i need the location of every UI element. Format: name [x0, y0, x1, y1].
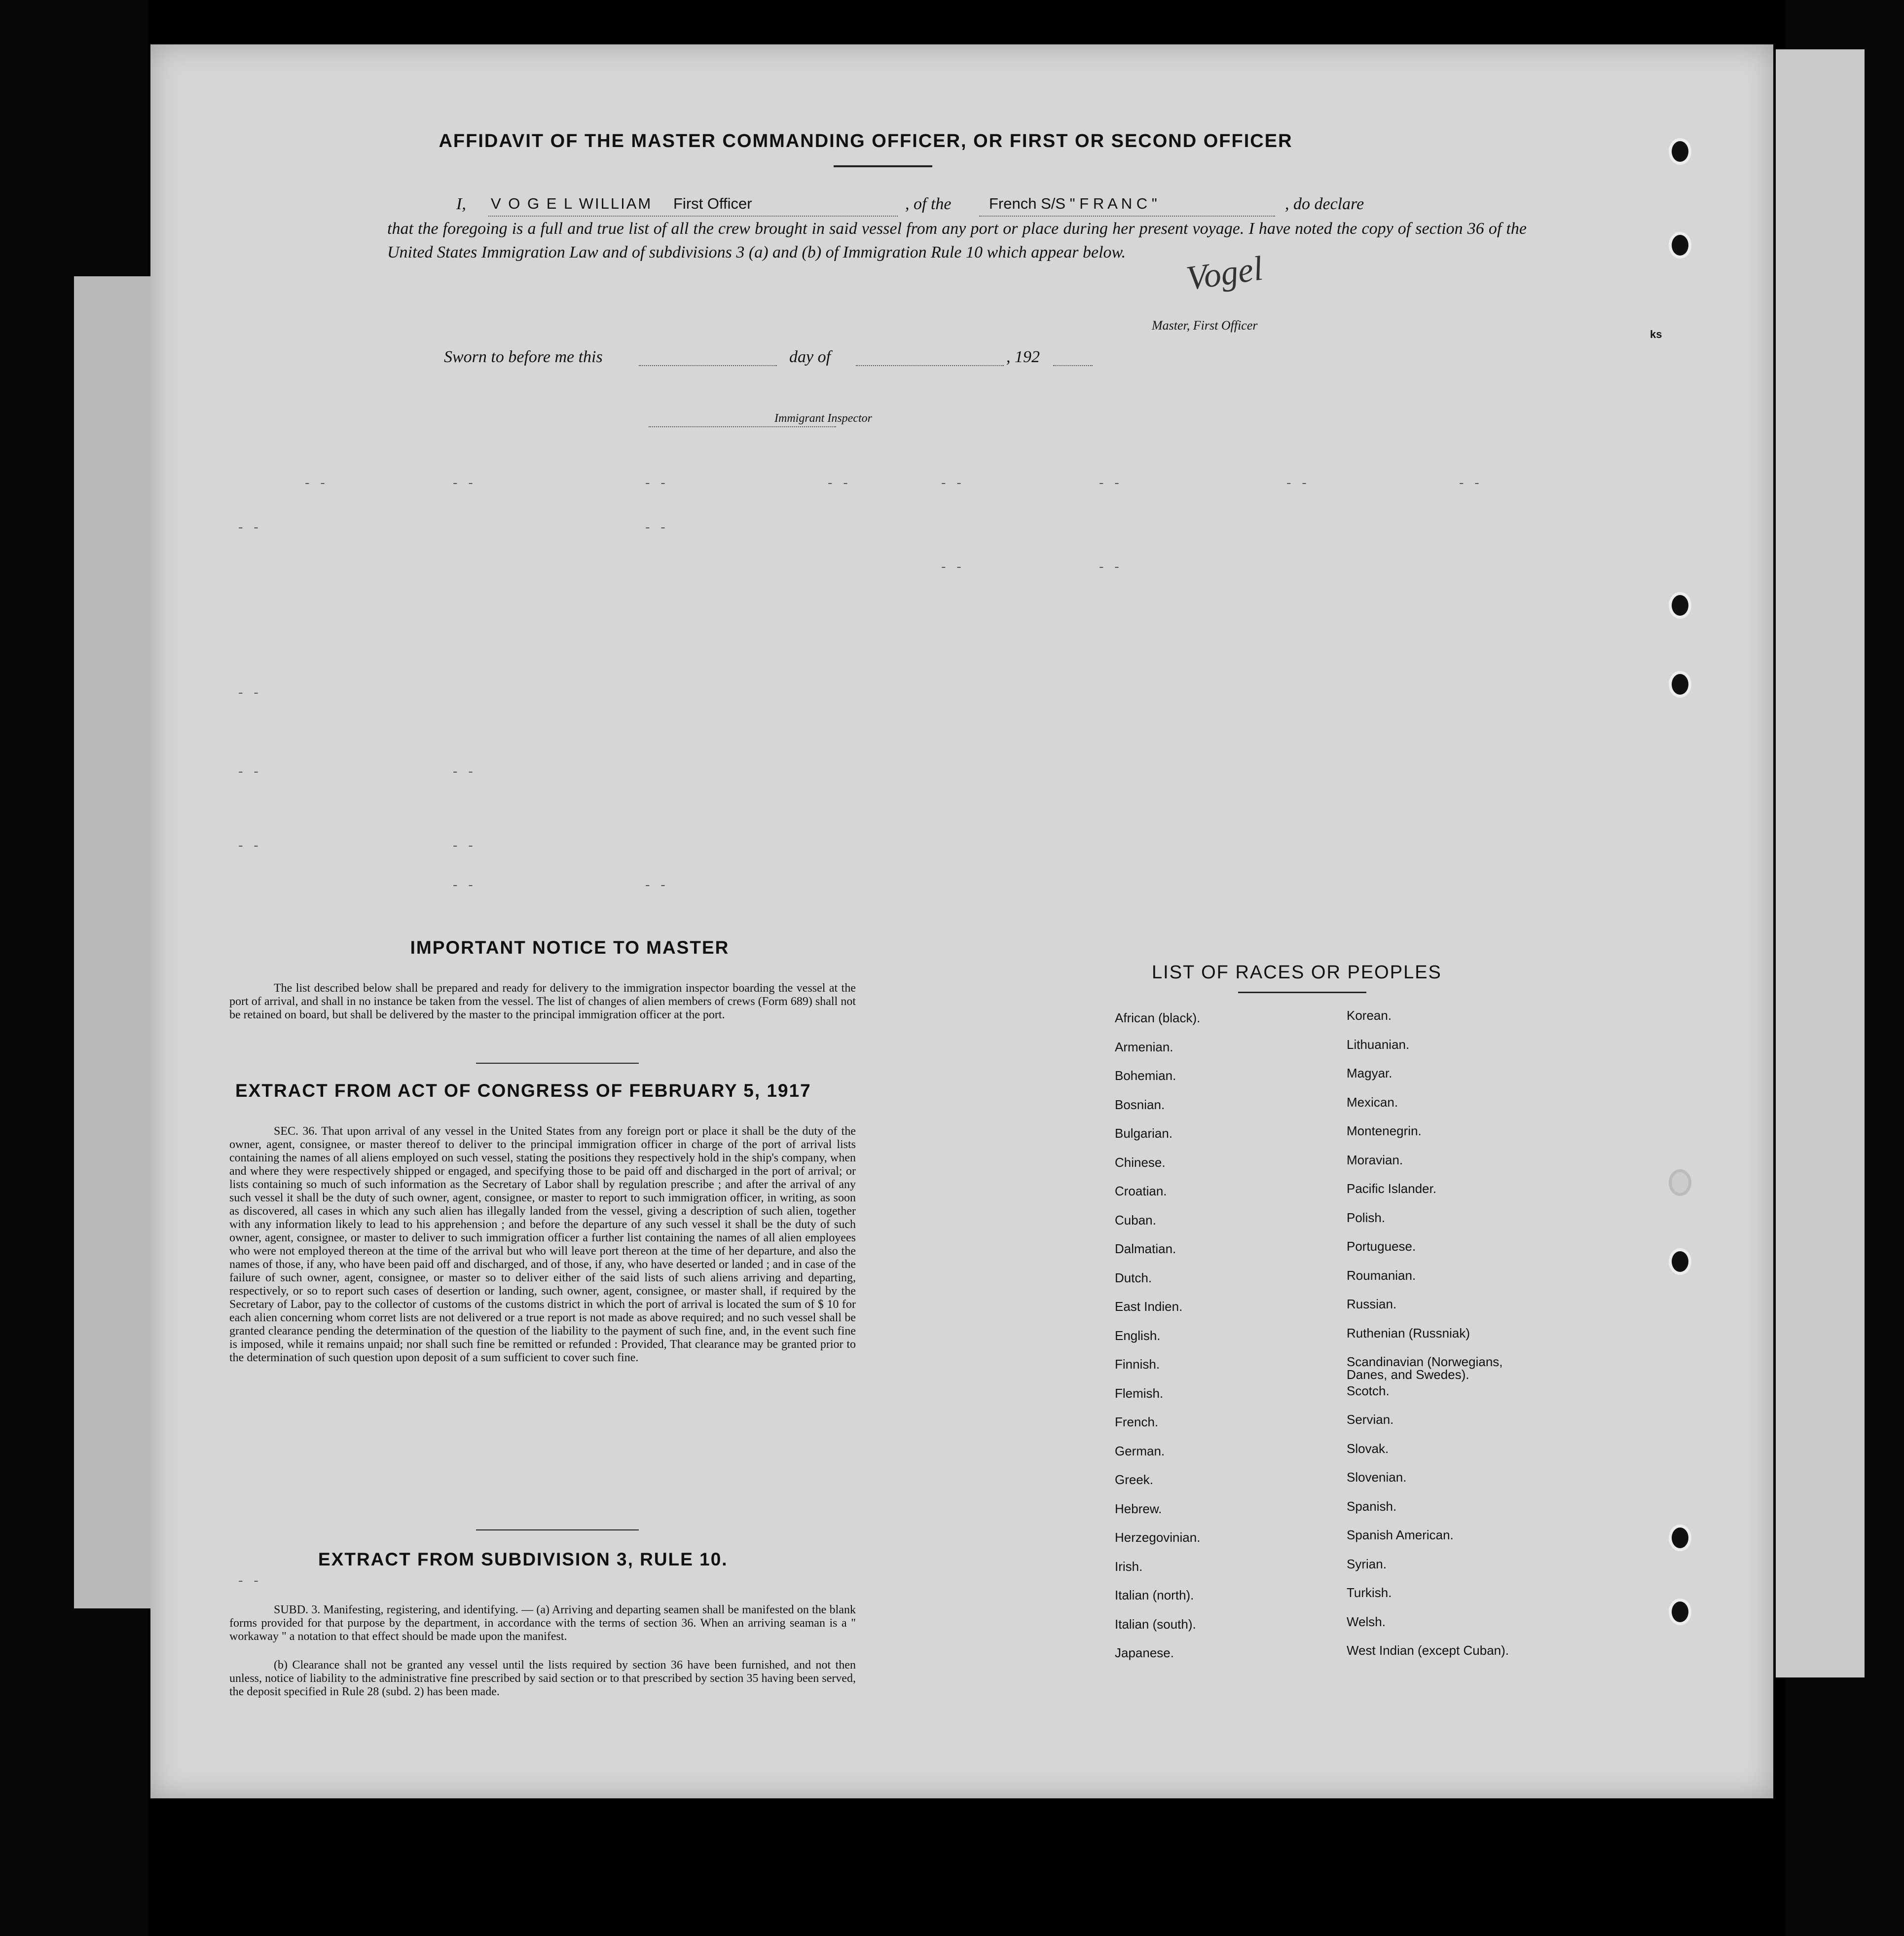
race-item: Servian. — [1347, 1412, 1394, 1427]
margin-mark: ks — [1650, 328, 1662, 340]
binder-hole — [1669, 1169, 1691, 1196]
i-label: I, — [456, 195, 466, 213]
blank-dash: - - — [303, 476, 327, 491]
binder-hole — [1669, 1599, 1691, 1625]
race-item: Mexican. — [1347, 1094, 1398, 1110]
blank-dash: - - — [1098, 560, 1121, 575]
vessel-name: French S/S " F R A N C " — [989, 195, 1157, 212]
binder-hole — [1669, 1248, 1691, 1275]
officer-rank: First Officer — [673, 195, 752, 212]
race-item: Finnish. — [1115, 1357, 1160, 1372]
sworn-label: Sworn to before me this — [444, 348, 603, 366]
blank-dash: - - — [644, 521, 667, 535]
rule-extract-title: EXTRACT FROM SUBDIVISION 3, RULE 10. — [318, 1549, 728, 1569]
blank-dash: - - — [451, 878, 475, 893]
race-item: Hebrew. — [1115, 1501, 1162, 1516]
do-declare-label: , do declare — [1285, 195, 1364, 213]
race-item: Ruthenian (Russniak) — [1347, 1325, 1470, 1340]
race-item: Dalmatian. — [1115, 1241, 1176, 1256]
race-item: Cuban. — [1115, 1212, 1156, 1228]
race-item: German. — [1115, 1443, 1165, 1458]
blank-dash: - - — [237, 1574, 260, 1589]
race-item: Japanese. — [1115, 1645, 1174, 1660]
name-blank — [488, 215, 898, 217]
notice-title: IMPORTANT NOTICE TO MASTER — [410, 937, 730, 958]
blank-dash: - - — [237, 521, 260, 535]
race-item: Scotch. — [1347, 1383, 1390, 1398]
race-item: Irish. — [1115, 1559, 1143, 1574]
day-of-label: day of — [789, 348, 831, 366]
binder-hole — [1669, 232, 1691, 259]
race-item: Dutch. — [1115, 1270, 1152, 1285]
binder-hole — [1669, 138, 1691, 165]
officer-name: V O G E L WILLIAM — [491, 195, 653, 212]
blank-dash: - - — [237, 686, 260, 701]
race-item: Bulgarian. — [1115, 1126, 1173, 1141]
officer-signature: Vogel — [1184, 249, 1266, 298]
race-item: East Indien. — [1115, 1299, 1183, 1314]
blank-dash: - - — [451, 476, 475, 491]
affidavit-title: AFFIDAVIT OF THE MASTER COMMANDING OFFICER, OR FIRST OR SECOND OFFICER — [439, 131, 1293, 151]
race-item: Slovenian. — [1347, 1470, 1407, 1485]
races-title: LIST OF RACES OR PEOPLES — [1152, 962, 1442, 983]
race-item: Slovak. — [1347, 1441, 1389, 1456]
blank-dash: - - — [451, 839, 475, 854]
race-item: Bohemian. — [1115, 1068, 1176, 1083]
race-item: Greek. — [1115, 1472, 1154, 1487]
rule-para-a: SUBD. 3. Manifesting, registering, and identifying. — (a) Arriving and departing seamen shall be manifested on the blank forms provided for that purpose by the department, in accordance with the terms of section 36. When an arriving seaman is a " workaway " a notation to that effect should be made upon the manifest. — [229, 1603, 856, 1643]
races-left-column — [1115, 1011, 1322, 1675]
sworn-year-blank — [1053, 364, 1093, 366]
race-item: Welsh. — [1347, 1614, 1386, 1629]
act-extract-body: SEC. 36. That upon arrival of any vessel in the United States from any foreign port or place it shall be the duty of the owner, agent, consignee, or master thereof to deliver to the principal immigration officer in charge of the port of arrival lists containing the names of all aliens employed on such vessel, stating the positions they respectively hold in the ship's company, when and where they were respectively shipped or engaged, and specifying those to be paid off and discharged in the port of arrival; or lists containing so much of such information as the Secretary of Labor shall by regulation prescribe ; and after the arrival of any such vessel it shall be the duty of such owner, agent, consignee, or master to report to such immigration officer, in writing, as soon as discovered, all cases in which any such alien has illegally landed from the vessel, giving a description of such alien, together with any information likely to lead to his apprehension ; and before the departure of any such vessel it shall be the duty of such owner, agent, consignee, or master to deliver to such immigration officer a further list containing the names of all alien employees who were not employed thereon at the time of the arrival but who will leave port thereon at the time of her departure, and also the names of those, if any, who have been paid off and discharged, and of those, if any, who have deserted or landed ; and in case of the failure of such owner, agent, consignee, or master so to deliver either of the said lists of such aliens arriving and departing, respectively, or so to report such cases of desertion or landing, such owner, agent, consignee, or master shall, if required by the Secretary of Labor, pay to the collector of customs of the customs district in which the port of arrival is located the sum of $ 10 for each alien concerning whom corret lists are not delivered or a true report is not made as above required; and no such vessel shall be granted clearance pending the determination of the question of the liability to the payment of such fine, and, in the event such fine is imposed, while it remains unpaid; nor shall such fine be remitted or refunded : Provided, That clearance may be granted prior to the determination of such question upon deposit of a sum sufficient to cover such fine. — [229, 1125, 856, 1364]
race-item: French. — [1115, 1415, 1159, 1429]
blank-dash: - - — [451, 765, 475, 780]
race-item: Chinese. — [1115, 1154, 1166, 1170]
notice-rule — [476, 1063, 639, 1064]
binder-hole — [1669, 671, 1691, 698]
act-rule — [476, 1529, 639, 1530]
title-rule — [834, 165, 932, 167]
race-item: Italian (north). — [1115, 1588, 1194, 1602]
race-item: Moravian. — [1347, 1152, 1403, 1167]
blank-dash: - - — [826, 476, 849, 491]
race-item: Flemish. — [1115, 1385, 1164, 1401]
race-item: Korean. — [1347, 1008, 1392, 1023]
inspector-blank — [649, 425, 836, 427]
race-item: Lithuanian. — [1347, 1037, 1410, 1052]
sworn-day-blank — [639, 364, 777, 366]
blank-dash: - - — [1458, 476, 1481, 491]
race-item: Pacific Islander. — [1347, 1181, 1437, 1196]
race-item: Magyar. — [1347, 1066, 1392, 1080]
blank-dash: - - — [1285, 476, 1308, 491]
race-item: Croatian. — [1115, 1184, 1167, 1198]
race-item: Italian (south). — [1115, 1616, 1196, 1632]
document-page — [150, 44, 1773, 1798]
blank-dash: - - — [237, 765, 260, 780]
year-label: , 192 — [1006, 348, 1040, 366]
vessel-blank — [979, 215, 1275, 217]
blank-dash: - - — [940, 560, 963, 575]
race-item: Polish. — [1347, 1210, 1386, 1225]
race-item: Roumanian. — [1347, 1267, 1416, 1283]
race-item: Russian. — [1347, 1297, 1397, 1311]
race-item: Bosnian. — [1115, 1097, 1165, 1112]
race-item: West Indian (except Cuban). — [1347, 1643, 1509, 1658]
rule-para-b: (b) Clearance shall not be granted any vessel until the lists required by section 36 have been furnished, and not then unless, notice of liability to the administrative fine prescribed by said section or to that prescribed by section 35 having been served, the deposit specified in Rule 28 (subd. 2) has been made. — [229, 1659, 856, 1698]
underlying-sheet-left — [74, 276, 163, 1608]
sworn-month-blank — [856, 364, 1004, 366]
blank-dash: - - — [644, 878, 667, 893]
act-extract-title: EXTRACT FROM ACT OF CONGRESS OF FEBRUARY 5, 1917 — [235, 1080, 811, 1101]
binder-hole — [1669, 592, 1691, 619]
race-item: Spanish American. — [1347, 1527, 1454, 1542]
races-rule — [1238, 992, 1366, 993]
of-the-label: , of the — [905, 195, 952, 213]
binder-hole — [1669, 1525, 1691, 1551]
race-item: English. — [1115, 1328, 1161, 1343]
race-item: Turkish. — [1347, 1585, 1392, 1600]
race-item: Armenian. — [1115, 1039, 1173, 1054]
race-item: Montenegrin. — [1347, 1123, 1422, 1138]
race-item: Herzegovinian. — [1115, 1530, 1201, 1545]
race-item: Syrian. — [1347, 1556, 1387, 1571]
notice-body: The list described below shall be prepared and ready for delivery to the immigration inspector boarding the vessel at the port of arrival, and shall in no instance be taken from the vessel. The list of changes of alien members of crews (Form 689) shall not be retained on board, but shall be delivered by the master to the principal immigration officer at the port. — [229, 982, 856, 1021]
race-item: Portuguese. — [1347, 1239, 1416, 1254]
blank-dash: - - — [237, 839, 260, 854]
race-item: Spanish. — [1347, 1498, 1397, 1514]
blank-dash: - - — [1098, 476, 1121, 491]
blank-dash: - - — [940, 476, 963, 491]
blank-dash: - - — [644, 476, 667, 491]
signature-caption: Master, First Officer — [1152, 318, 1258, 333]
race-item: Scandinavian (Norwegians, Danes, and Swedes). — [1347, 1354, 1503, 1382]
affidavit-body: that the foregoing is a full and true list of all the crew brought in said vessel from any port or place during her present voyage. I have noted the copy of section 36 of the United States Immigration Law and of subdivisions 3 (a) and (b) of Immigration Rule 10 which appear below. — [387, 220, 1527, 261]
races-right-column — [1347, 1009, 1544, 1673]
race-item: African (black). — [1115, 1010, 1201, 1025]
underlying-sheet-right — [1776, 49, 1865, 1677]
inspector-label: Immigrant Inspector — [774, 412, 872, 425]
